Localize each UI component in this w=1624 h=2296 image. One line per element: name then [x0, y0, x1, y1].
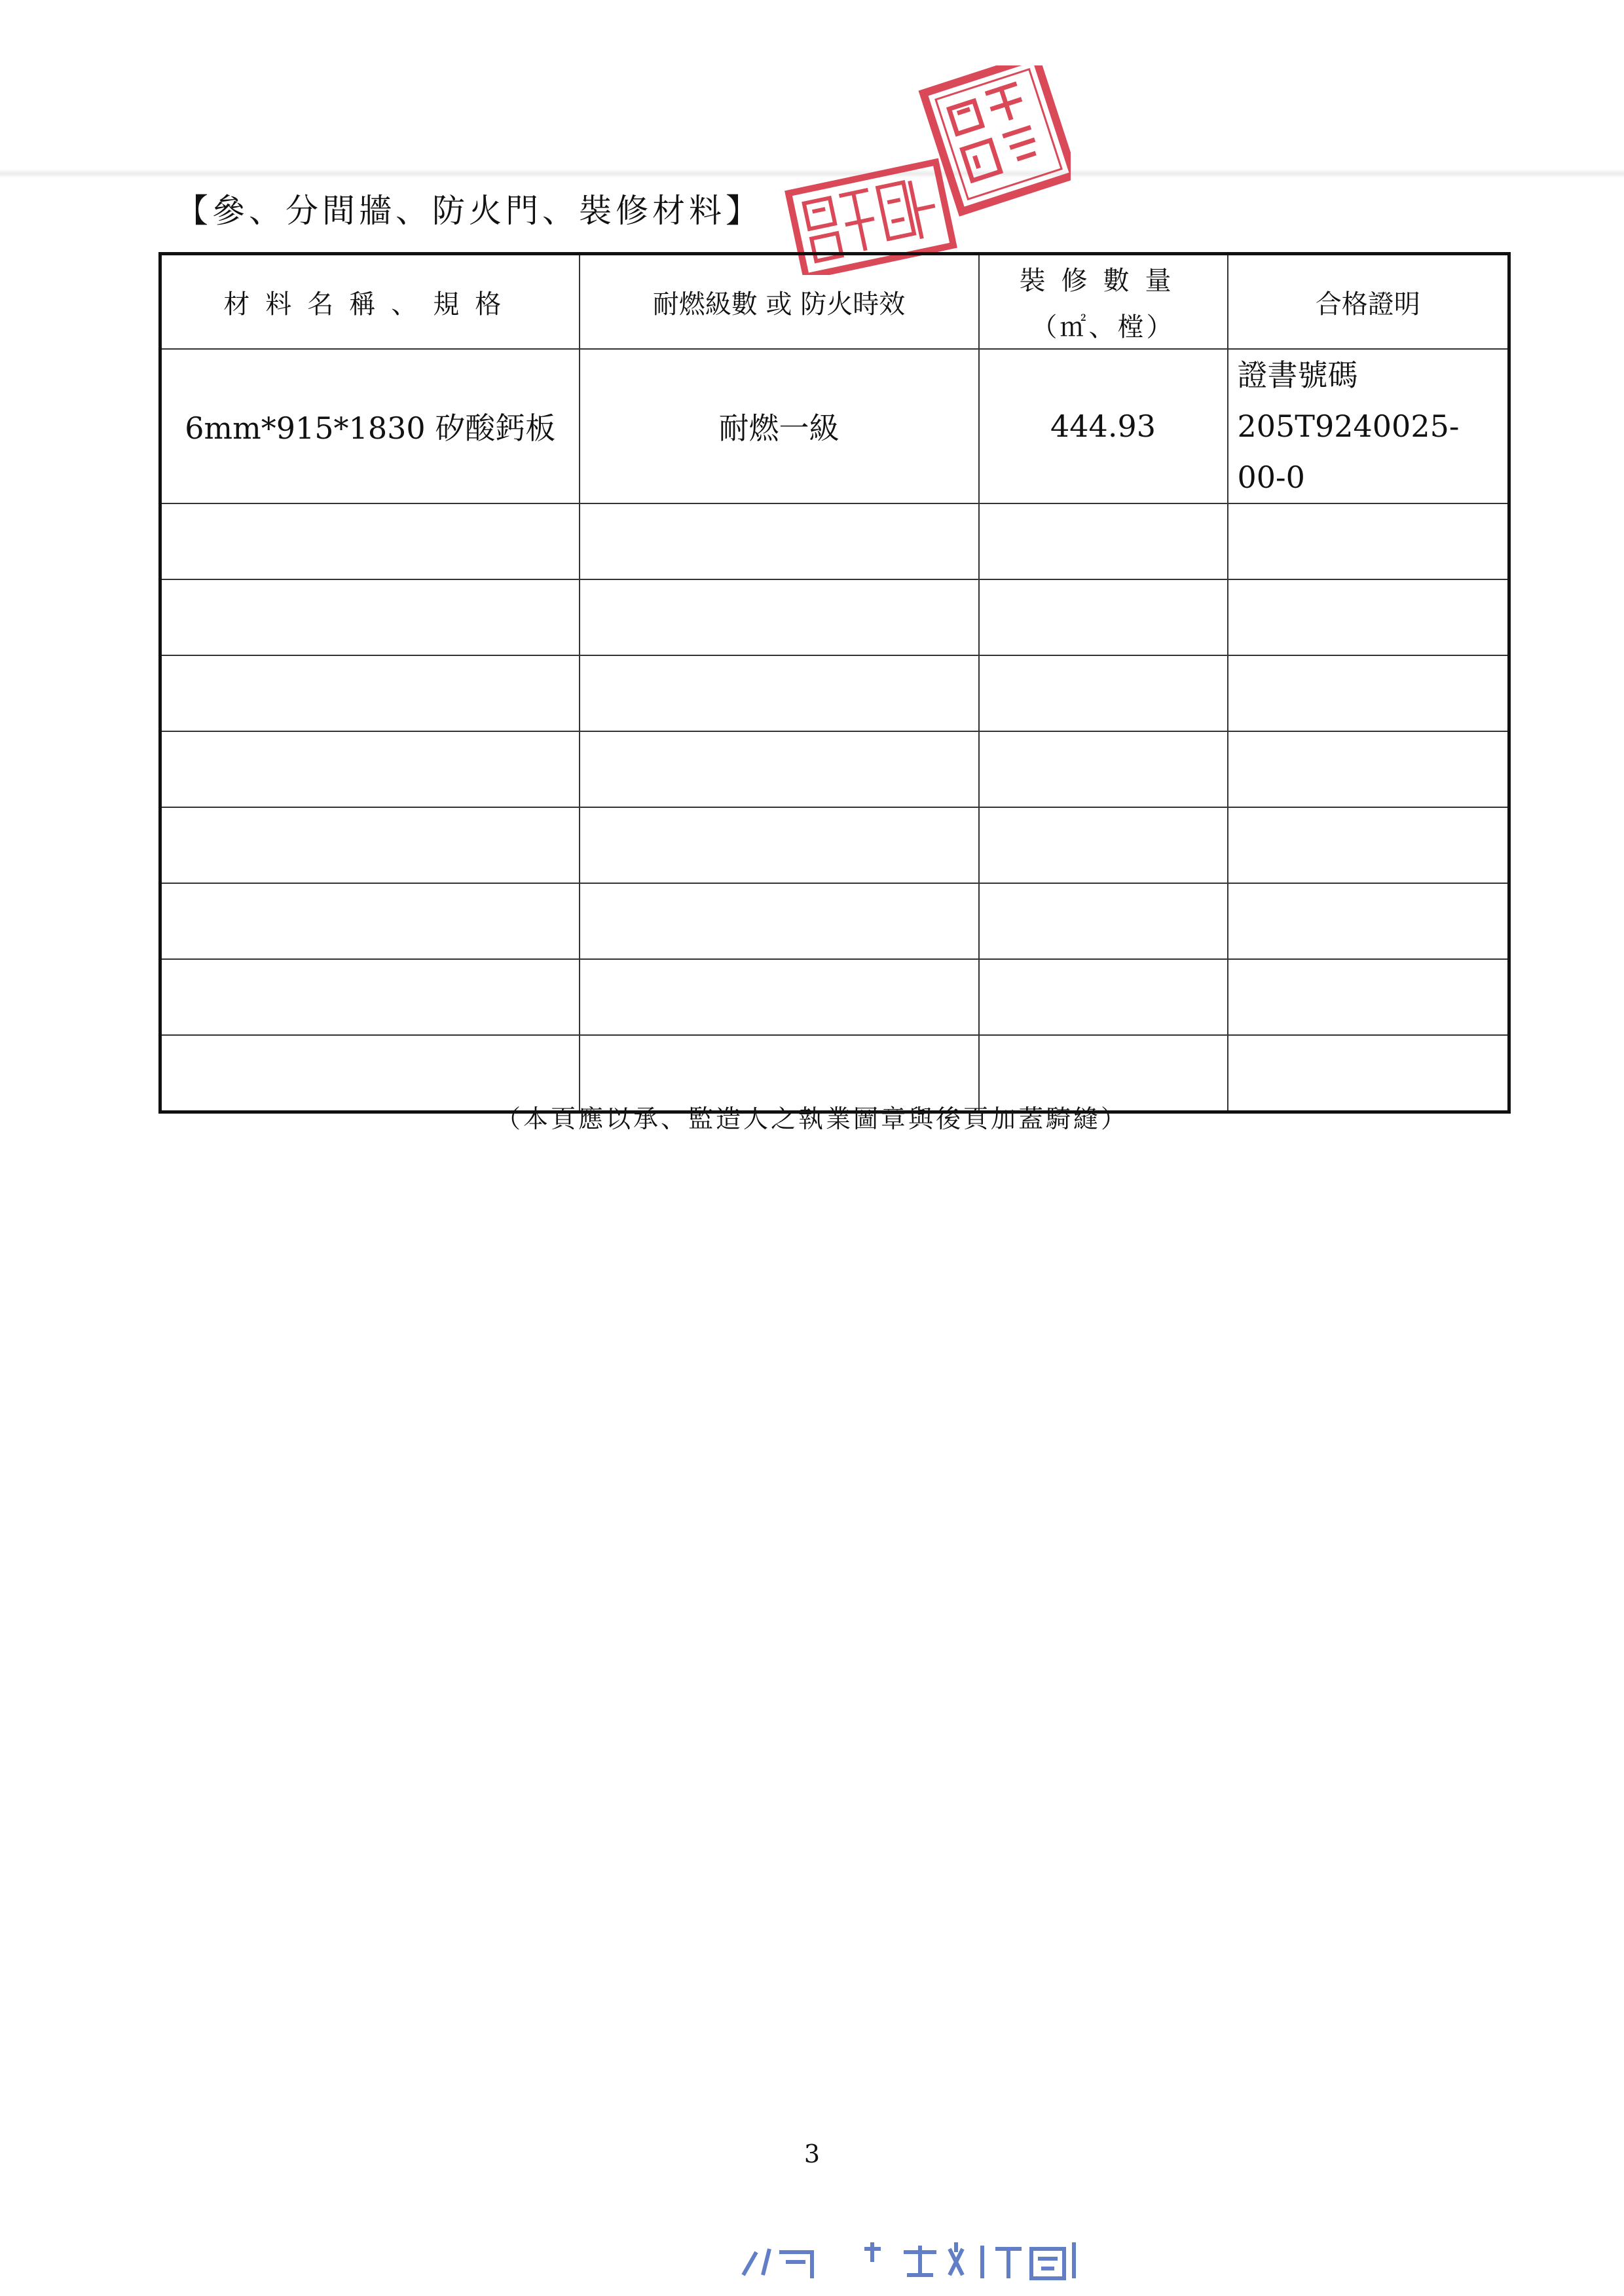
- table-row: [160, 349, 1509, 503]
- empty-cell: [160, 959, 580, 1035]
- certificate-number: 205T9240025-00-0: [1237, 409, 1460, 495]
- table-row-empty: [160, 959, 1509, 1035]
- table-row-empty: [160, 579, 1509, 655]
- empty-cell: [580, 959, 979, 1035]
- table-row-empty: [160, 655, 1509, 731]
- materials-table: [158, 252, 1511, 1114]
- header-quantity-unit: （㎡、樘）: [1031, 312, 1175, 342]
- empty-cell: [979, 655, 1228, 731]
- header-quantity: [979, 254, 1228, 350]
- empty-cell: [160, 731, 580, 807]
- cell-fire-rating: 耐燃一級: [580, 349, 979, 503]
- empty-cell: [160, 883, 580, 959]
- empty-cell: [1228, 503, 1509, 579]
- header-certificate-label: 合格證明: [1315, 289, 1420, 319]
- empty-cell: [979, 579, 1228, 655]
- table-row-empty: [160, 503, 1509, 579]
- empty-cell: [580, 579, 979, 655]
- empty-cell: [580, 807, 979, 883]
- empty-cell: [1228, 883, 1509, 959]
- empty-cell: [160, 503, 580, 579]
- empty-cell: [979, 959, 1228, 1035]
- header-material-label: 材料名稱、規格: [223, 289, 517, 319]
- empty-cell: [1228, 579, 1509, 655]
- cell-quantity: 444.93: [979, 349, 1228, 503]
- blue-stamp-partial: [733, 2223, 1087, 2282]
- empty-cell: [1228, 959, 1509, 1035]
- empty-cell: [979, 731, 1228, 807]
- empty-cell: [580, 883, 979, 959]
- empty-cell: [1228, 807, 1509, 883]
- table-row-empty: [160, 883, 1509, 959]
- table-header-row: [160, 254, 1509, 350]
- page-number: 3: [803, 2140, 821, 2168]
- empty-cell: [580, 503, 979, 579]
- empty-cell: [1228, 655, 1509, 731]
- empty-cell: [979, 883, 1228, 959]
- section-title: 【參、分間牆、防火門、裝修材料】: [175, 192, 762, 230]
- empty-cell: [979, 807, 1228, 883]
- red-seal-stamp: [783, 65, 1071, 275]
- table-row-empty: [160, 807, 1509, 883]
- empty-cell: [979, 503, 1228, 579]
- cell-certificate: [1228, 349, 1509, 503]
- empty-cell: [1228, 731, 1509, 807]
- empty-cell: [580, 731, 979, 807]
- header-fire-rating: [580, 254, 979, 350]
- cell-material: 6mm*915*1830 矽酸鈣板: [160, 349, 580, 503]
- footnote: （本頁應以承、監造人之執業圖章與後頁加蓋騎縫）: [495, 1104, 1128, 1133]
- certificate-label: 證書號碼: [1237, 357, 1358, 393]
- header-certificate: [1228, 254, 1509, 350]
- empty-cell: [160, 655, 580, 731]
- empty-cell: [580, 655, 979, 731]
- empty-cell: [160, 579, 580, 655]
- header-quantity-label: 裝修數量: [1019, 266, 1187, 296]
- table-row-empty: [160, 731, 1509, 807]
- empty-cell: [160, 807, 580, 883]
- header-fire-rating-label: 耐燃級數 或 防火時效: [652, 289, 906, 319]
- header-material: [160, 254, 580, 350]
